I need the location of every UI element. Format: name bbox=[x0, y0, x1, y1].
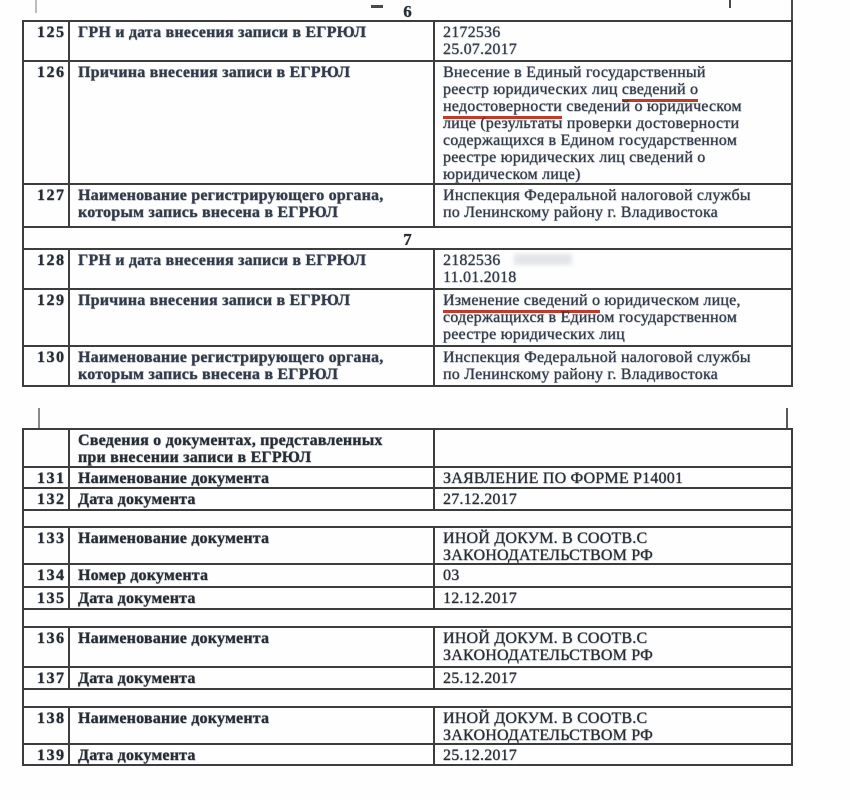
field-label-cell: Причина внесения записи в ЕГРЮЛ bbox=[70, 290, 435, 345]
row-number-cell: 132 bbox=[24, 489, 70, 509]
field-value-cell: ИНОЙ ДОКУМ. В СООТВ.С ЗАКОНОДАТЕЛЬСТВОМ РФ bbox=[443, 530, 653, 563]
field-label-cell: Дата документа bbox=[70, 745, 435, 764]
spacer-row bbox=[22, 610, 793, 628]
documents-header-title: Сведения о документах, представленных при внесении записи в ЕГРЮЛ bbox=[70, 430, 435, 466]
field-value-cell: ИНОЙ ДОКУМ. В СООТВ.С ЗАКОНОДАТЕЛЬСТВОМ РФ bbox=[443, 710, 653, 743]
field-label-cell: Наименование регистрирующего органа, которым запись внесена в ЕГРЮЛ bbox=[70, 347, 435, 385]
field-label-cell: ГРН и дата внесения записи в ЕГРЮЛ bbox=[70, 250, 435, 288]
field-label-cell: Наименование документа bbox=[70, 468, 435, 487]
field-value-cell: ИНОЙ ДОКУМ. В СООТВ.С ЗАКОНОДАТЕЛЬСТВОМ РФ bbox=[443, 630, 653, 664]
field-value-cell: 2172536 25.07.2017 bbox=[443, 24, 517, 58]
row-number-cell bbox=[24, 430, 70, 466]
row-number-cell: 134 bbox=[24, 565, 70, 586]
row-number-cell: 125 bbox=[24, 22, 70, 60]
table-row bbox=[22, 528, 793, 565]
table-row bbox=[22, 668, 793, 690]
table-row bbox=[22, 62, 793, 185]
field-value-cell: 12.12.2017 bbox=[443, 590, 517, 607]
redacted-blur bbox=[514, 254, 572, 265]
field-value-cell: 2182536 11.01.2018 bbox=[435, 250, 791, 288]
field-value-cell: 25.12.2017 bbox=[443, 747, 517, 764]
row-number-cell: 131 bbox=[24, 468, 70, 487]
field-label-cell: Номер документа bbox=[70, 565, 435, 586]
table-row bbox=[22, 565, 793, 588]
row-number-cell: 130 bbox=[24, 347, 70, 385]
field-label-cell: Причина внесения записи в ЕГРЮЛ bbox=[70, 62, 435, 183]
field-value-cell: ЗАЯВЛЕНИЕ ПО ФОРМЕ Р14001 bbox=[443, 470, 684, 487]
field-label-cell: Наименование документа bbox=[70, 708, 435, 743]
table-row bbox=[22, 588, 793, 610]
table-row bbox=[22, 708, 793, 745]
spacer-row bbox=[22, 690, 793, 708]
field-value-cell bbox=[435, 430, 791, 466]
row-number-cell: 138 bbox=[24, 708, 70, 743]
field-value-cell: 25.12.2017 bbox=[443, 670, 517, 687]
field-value-cell: Изменение сведений о юридическом лице, содержащихся в Едином государственном реестре юридических лиц bbox=[443, 292, 741, 343]
field-label-cell: Дата документа bbox=[70, 668, 435, 688]
cropped-row-stub bbox=[38, 408, 788, 428]
table-row bbox=[22, 628, 793, 668]
row-number-cell: 137 bbox=[24, 668, 70, 688]
row-number-cell: 129 bbox=[24, 290, 70, 345]
field-label-cell: Наименование документа bbox=[70, 628, 435, 666]
row-number-cell: 135 bbox=[24, 588, 70, 608]
field-value-cell: Инспекция Федеральной налоговой службы по Ленинскому району г. Владивостока bbox=[443, 349, 751, 383]
table-row bbox=[22, 22, 793, 62]
field-label-cell: Наименование документа bbox=[70, 528, 435, 563]
row-number-cell: 136 bbox=[24, 628, 70, 666]
row-number-cell: 127 bbox=[24, 185, 70, 226]
field-label-cell: Наименование регистрирующего органа, которым запись внесена в ЕГРЮЛ bbox=[70, 185, 435, 226]
field-value-cell: Инспекция Федеральной налоговой службы по Ленинскому району г. Владивостока bbox=[443, 187, 751, 221]
table-row bbox=[22, 185, 793, 228]
spacer-row bbox=[22, 511, 793, 528]
field-label-cell: ГРН и дата внесения записи в ЕГРЮЛ bbox=[70, 22, 435, 60]
table-row bbox=[22, 290, 793, 347]
section-number-7: 7 bbox=[22, 228, 793, 250]
field-label-cell: Дата документа bbox=[70, 588, 435, 608]
row-number-cell: 126 bbox=[24, 62, 70, 183]
field-label-cell: Дата документа bbox=[70, 489, 435, 509]
field-value-cell: 27.12.2017 bbox=[443, 491, 517, 508]
documents-table bbox=[22, 428, 793, 766]
field-value-cell: Внесение в Единый государственный реестр юридических лиц сведений о недостоверности сведений о юридическом лице (результаты проверки достоверности содержащихся в Едином государственном реестре юридических лиц сведений о юридическом лице) bbox=[443, 64, 742, 183]
table-row bbox=[22, 468, 793, 489]
table-row bbox=[22, 250, 793, 290]
field-value-cell: 03 bbox=[443, 567, 460, 584]
row-number-cell: 139 bbox=[24, 745, 70, 764]
row-number-cell: 133 bbox=[24, 528, 70, 563]
table-row bbox=[22, 745, 793, 766]
table-row bbox=[22, 347, 793, 387]
registry-records-table bbox=[22, 0, 793, 387]
row-number-cell: 128 bbox=[24, 250, 70, 288]
table-row bbox=[22, 489, 793, 511]
documents-header-row bbox=[22, 428, 793, 468]
section-number-6: 6 bbox=[22, 0, 793, 22]
